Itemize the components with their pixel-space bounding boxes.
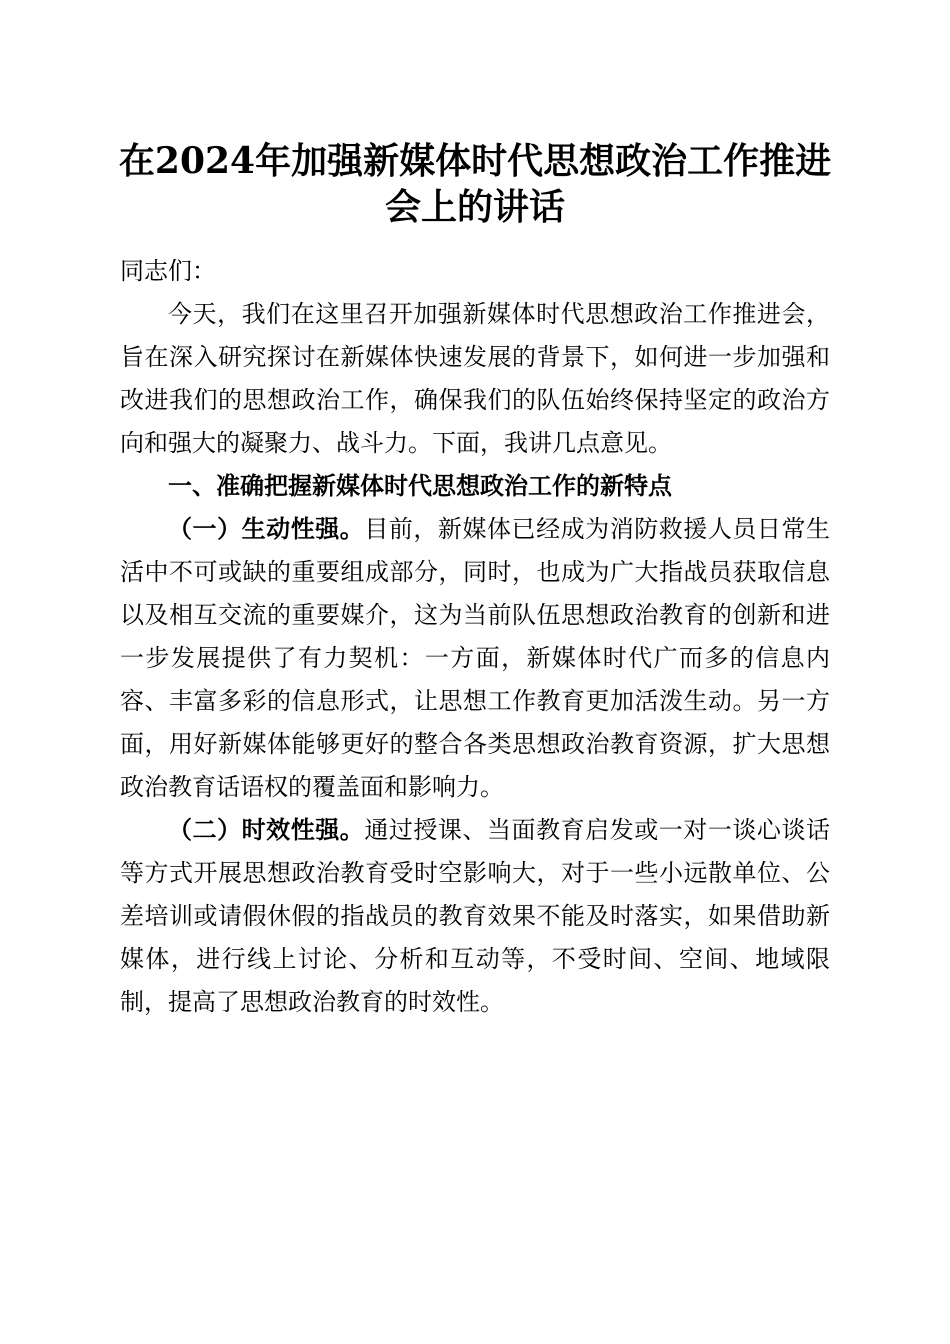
subheading-lead: （二）时效性强。 <box>168 816 365 844</box>
section-paragraph-1 <box>120 508 830 809</box>
document-title: 在2024年加强新媒体时代思想政治工作推进会上的讲话 <box>118 140 832 228</box>
salutation: 同志们： <box>120 257 216 285</box>
subheading-lead: （一）生动性强。 <box>168 515 365 543</box>
section-paragraph-2 <box>120 809 830 1024</box>
paragraph-text: 目前，新媒体已经成为消防救援人员日常生活中不可或缺的重要组成部分，同时，也成为广大指战员获取信息以及相互交流的重要媒介，这为当前队伍思想政治教育的创新和进一步发展提供了有力契机：一方面，新媒体时代广而多的信息内容、丰富多彩的信息形式，让思想工作教育更加活泼生动。另一方面，用好新媒体能够更好的整合各类思想政治教育资源，扩大思想政治教育话语权的覆盖面和影响力。 <box>120 515 831 801</box>
document-body <box>120 250 830 1024</box>
intro-paragraph: 今天，我们在这里召开加强新媒体时代思想政治工作推进会，旨在深入研究探讨在新媒体快速发展的背景下，如何进一步加强和改进我们的思想政治工作，确保我们的队伍始终保持坚定的政治方向和强大的凝聚力、战斗力。下面，我讲几点意见。 <box>120 300 830 457</box>
paragraph-text: 通过授课、当面教育启发或一对一谈心谈话等方式开展思想政治教育受时空影响大，对于一些小远散单位、公差培训或请假休假的指战员的教育效果不能及时落实，如果借助新媒体，进行线上讨论、分析和互动等，不受时间、空间、地域限制，提高了思想政治教育的时效性。 <box>120 816 831 1016</box>
section-heading: 一、准确把握新媒体时代思想政治工作的新特点 <box>168 472 672 500</box>
